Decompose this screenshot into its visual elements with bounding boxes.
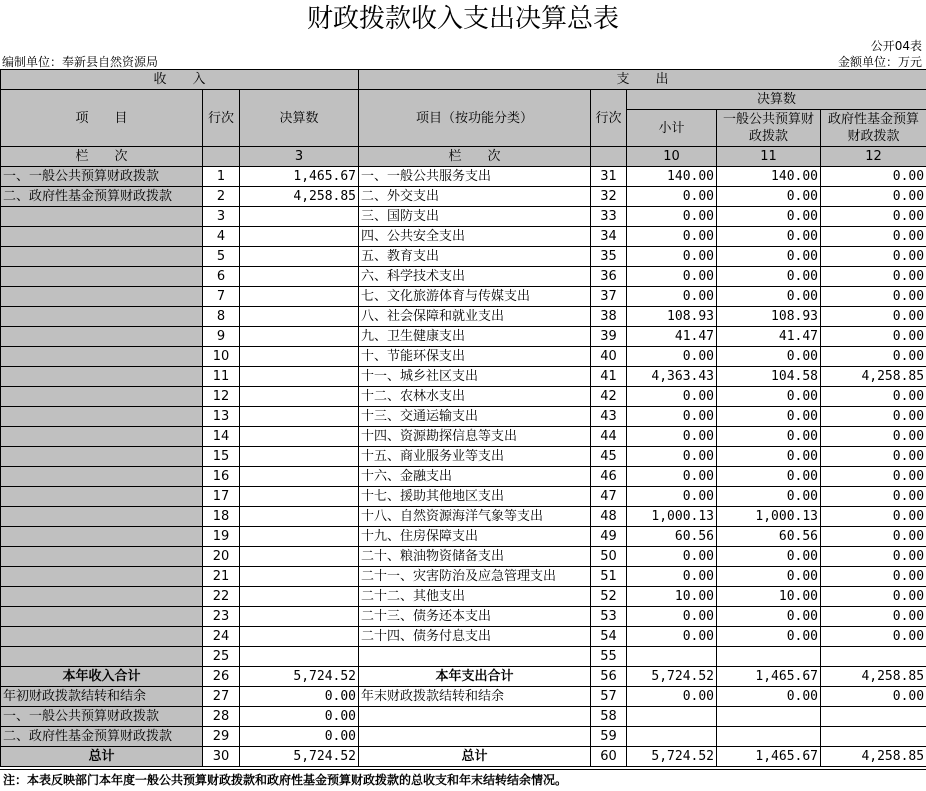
expense-line: 46 xyxy=(591,467,627,487)
table-row xyxy=(1,247,926,267)
income-amount xyxy=(240,287,359,307)
income-amount: 1,465.67 xyxy=(240,167,359,187)
income-item xyxy=(1,447,203,467)
expense-subtotal: 108.93 xyxy=(627,307,717,327)
summary-income-amount: 0.00 xyxy=(240,687,359,707)
table-row xyxy=(1,407,926,427)
expense-gov-fund: 0.00 xyxy=(821,567,926,587)
income-amount xyxy=(240,447,359,467)
summary-general-budget: 1,465.67 xyxy=(717,747,821,767)
income-line: 25 xyxy=(203,647,240,667)
expense-general-budget: 140.00 xyxy=(717,167,821,187)
expense-item: 二十四、债务付息支出 xyxy=(359,627,591,647)
expense-line-header: 行次 xyxy=(591,90,627,147)
expense-gov-fund: 0.00 xyxy=(821,587,926,607)
col-number-11: 11 xyxy=(717,147,821,167)
expense-item: 二十三、债务还本支出 xyxy=(359,607,591,627)
income-amount xyxy=(240,427,359,447)
table-row xyxy=(1,267,926,287)
income-item xyxy=(1,247,203,267)
expense-general-budget: 104.58 xyxy=(717,367,821,387)
income-amount xyxy=(240,467,359,487)
expense-subtotal: 60.56 xyxy=(627,527,717,547)
income-amount xyxy=(240,487,359,507)
expense-line: 45 xyxy=(591,447,627,467)
income-item xyxy=(1,347,203,367)
income-amount xyxy=(240,567,359,587)
expense-line: 37 xyxy=(591,287,627,307)
expense-general-budget: 0.00 xyxy=(717,287,821,307)
income-line: 2 xyxy=(203,187,240,207)
table-row xyxy=(1,607,926,627)
expense-general-budget: 0.00 xyxy=(717,247,821,267)
expense-gov-fund: 0.00 xyxy=(821,427,926,447)
expense-gov-fund: 0.00 xyxy=(821,227,926,247)
expense-subtotal: 0.00 xyxy=(627,287,717,307)
expense-subtotal: 0.00 xyxy=(627,487,717,507)
expense-line: 31 xyxy=(591,167,627,187)
income-item xyxy=(1,427,203,447)
expense-subtotal: 0.00 xyxy=(627,267,717,287)
summary-gov-fund: 4,258.85 xyxy=(821,747,926,767)
income-line: 11 xyxy=(203,367,240,387)
expense-item: 十二、农林水支出 xyxy=(359,387,591,407)
expense-line: 43 xyxy=(591,407,627,427)
summary-expense-line: 57 xyxy=(591,687,627,707)
summary-gov-fund xyxy=(821,707,926,727)
expense-general-budget: 0.00 xyxy=(717,407,821,427)
income-item xyxy=(1,607,203,627)
form-code: 公开04表 xyxy=(870,39,922,53)
expense-subtotal xyxy=(627,647,717,667)
col-number-10: 10 xyxy=(627,147,717,167)
table-row xyxy=(1,427,926,447)
general-budget-header: 一般公共预算财政拨款 xyxy=(717,110,821,147)
table-row xyxy=(1,587,926,607)
income-item xyxy=(1,307,203,327)
income-amount xyxy=(240,327,359,347)
expense-general-budget: 0.00 xyxy=(717,547,821,567)
income-item xyxy=(1,507,203,527)
table-row xyxy=(1,207,926,227)
income-line-header: 行次 xyxy=(203,90,240,147)
expense-item: 二十二、其他支出 xyxy=(359,587,591,607)
expense-gov-fund: 0.00 xyxy=(821,207,926,227)
expense-gov-fund: 0.00 xyxy=(821,327,926,347)
expense-item: 九、卫生健康支出 xyxy=(359,327,591,347)
expense-line: 34 xyxy=(591,227,627,247)
expense-gov-fund: 0.00 xyxy=(821,467,926,487)
col-number-3: 3 xyxy=(240,147,359,167)
summary-income-line: 26 xyxy=(203,667,240,687)
col-number-12: 12 xyxy=(821,147,926,167)
expense-gov-fund: 0.00 xyxy=(821,287,926,307)
table-row xyxy=(1,467,926,487)
income-header: 收 入 xyxy=(1,70,359,90)
expense-gov-fund: 0.00 xyxy=(821,547,926,567)
summary-expense-line: 56 xyxy=(591,667,627,687)
summary-general-budget: 0.00 xyxy=(717,687,821,707)
expense-subtotal: 0.00 xyxy=(627,607,717,627)
expense-general-budget: 0.00 xyxy=(717,467,821,487)
income-item xyxy=(1,207,203,227)
income-amount xyxy=(240,267,359,287)
expense-general-budget: 0.00 xyxy=(717,227,821,247)
income-amount xyxy=(240,627,359,647)
col-label-expense: 栏 次 xyxy=(359,147,591,167)
income-item: 一、一般公共预算财政拨款 xyxy=(1,167,203,187)
expense-header: 支 出 xyxy=(359,70,926,90)
summary-row xyxy=(1,707,926,727)
summary-subtotal: 5,724.52 xyxy=(627,667,717,687)
final-accounts-table xyxy=(0,69,926,767)
expense-subtotal: 0.00 xyxy=(627,427,717,447)
expense-gov-fund: 0.00 xyxy=(821,307,926,327)
income-line: 10 xyxy=(203,347,240,367)
income-item xyxy=(1,587,203,607)
summary-subtotal: 0.00 xyxy=(627,687,717,707)
expense-line: 51 xyxy=(591,567,627,587)
expense-subtotal: 0.00 xyxy=(627,347,717,367)
expense-subtotal: 0.00 xyxy=(627,547,717,567)
expense-item: 七、文化旅游体育与传媒支出 xyxy=(359,287,591,307)
income-line: 9 xyxy=(203,327,240,347)
expense-gov-fund: 0.00 xyxy=(821,627,926,647)
summary-income-amount: 5,724.52 xyxy=(240,747,359,767)
expense-line: 48 xyxy=(591,507,627,527)
expense-item: 六、科学技术支出 xyxy=(359,267,591,287)
expense-general-budget: 0.00 xyxy=(717,607,821,627)
expense-line: 53 xyxy=(591,607,627,627)
expense-item: 十、节能环保支出 xyxy=(359,347,591,367)
amount-unit: 金额单位：万元 xyxy=(837,55,922,69)
income-amount xyxy=(240,387,359,407)
income-item-header: 项 目 xyxy=(1,90,203,147)
summary-row xyxy=(1,727,926,747)
table-row xyxy=(1,367,926,387)
table-row xyxy=(1,487,926,507)
expense-gov-fund: 0.00 xyxy=(821,527,926,547)
table-row xyxy=(1,287,926,307)
income-amount xyxy=(240,407,359,427)
summary-row xyxy=(1,687,926,707)
table-row xyxy=(1,347,926,367)
unit-label: 编制单位：奉新县自然资源局 xyxy=(2,55,159,69)
table-row xyxy=(1,307,926,327)
expense-subtotal: 0.00 xyxy=(627,567,717,587)
expense-general-budget: 0.00 xyxy=(717,207,821,227)
summary-expense-line: 59 xyxy=(591,727,627,747)
expense-general-budget xyxy=(717,647,821,667)
expense-gov-fund: 0.00 xyxy=(821,187,926,207)
income-line: 13 xyxy=(203,407,240,427)
summary-general-budget xyxy=(717,727,821,747)
income-amount-header: 决算数 xyxy=(240,90,359,147)
summary-expense-item: 总计 xyxy=(359,747,591,767)
expense-subtotal: 0.00 xyxy=(627,207,717,227)
income-line: 12 xyxy=(203,387,240,407)
col-label-line xyxy=(203,147,240,167)
expense-subtotal: 140.00 xyxy=(627,167,717,187)
expense-subtotal: 4,363.43 xyxy=(627,367,717,387)
income-amount: 4,258.85 xyxy=(240,187,359,207)
gov-fund-header: 政府性基金预算财政拨款 xyxy=(821,110,926,147)
income-line: 5 xyxy=(203,247,240,267)
summary-income-item: 总计 xyxy=(1,747,203,767)
expense-item: 十四、资源勘探信息等支出 xyxy=(359,427,591,447)
footnote: 注：本表反映部门本年度一般公共预算财政拨款和政府性基金预算财政拨款的总收支和年末结转结余情况。 xyxy=(0,769,926,789)
summary-general-budget: 1,465.67 xyxy=(717,667,821,687)
expense-gov-fund: 0.00 xyxy=(821,387,926,407)
summary-expense-item xyxy=(359,707,591,727)
expense-line: 36 xyxy=(591,267,627,287)
expense-item: 十九、住房保障支出 xyxy=(359,527,591,547)
income-item xyxy=(1,547,203,567)
summary-row xyxy=(1,667,926,687)
summary-gov-fund xyxy=(821,727,926,747)
income-item xyxy=(1,627,203,647)
income-line: 17 xyxy=(203,487,240,507)
summary-income-item: 本年收入合计 xyxy=(1,667,203,687)
income-item xyxy=(1,387,203,407)
table-row xyxy=(1,327,926,347)
expense-line: 52 xyxy=(591,587,627,607)
income-line: 3 xyxy=(203,207,240,227)
summary-income-amount: 0.00 xyxy=(240,707,359,727)
expense-item: 八、社会保障和就业支出 xyxy=(359,307,591,327)
summary-gov-fund: 4,258.85 xyxy=(821,667,926,687)
expense-subtotal: 1,000.13 xyxy=(627,507,717,527)
expense-gov-fund: 0.00 xyxy=(821,167,926,187)
income-amount xyxy=(240,347,359,367)
col-label-line2 xyxy=(591,147,627,167)
summary-income-item: 年初财政拨款结转和结余 xyxy=(1,687,203,707)
table-row xyxy=(1,527,926,547)
expense-general-budget: 10.00 xyxy=(717,587,821,607)
expense-gov-fund: 0.00 xyxy=(821,267,926,287)
income-amount xyxy=(240,227,359,247)
expense-gov-fund: 0.00 xyxy=(821,487,926,507)
table-row xyxy=(1,647,926,667)
summary-subtotal xyxy=(627,707,717,727)
expense-item: 二十一、灾害防治及应急管理支出 xyxy=(359,567,591,587)
income-line: 24 xyxy=(203,627,240,647)
income-item xyxy=(1,267,203,287)
expense-line: 32 xyxy=(591,187,627,207)
income-amount xyxy=(240,367,359,387)
table-row xyxy=(1,167,926,187)
income-item xyxy=(1,487,203,507)
table-row xyxy=(1,227,926,247)
income-item xyxy=(1,647,203,667)
expense-line: 40 xyxy=(591,347,627,367)
summary-income-line: 28 xyxy=(203,707,240,727)
expense-item: 二十、粮油物资储备支出 xyxy=(359,547,591,567)
income-item xyxy=(1,467,203,487)
expense-line: 35 xyxy=(591,247,627,267)
income-line: 21 xyxy=(203,567,240,587)
income-line: 1 xyxy=(203,167,240,187)
summary-income-item: 二、政府性基金预算财政拨款 xyxy=(1,727,203,747)
summary-expense-item: 本年支出合计 xyxy=(359,667,591,687)
expense-item xyxy=(359,647,591,667)
expense-line: 41 xyxy=(591,367,627,387)
table-row xyxy=(1,627,926,647)
table-row xyxy=(1,387,926,407)
income-amount xyxy=(240,587,359,607)
income-item xyxy=(1,327,203,347)
expense-gov-fund: 0.00 xyxy=(821,247,926,267)
summary-subtotal xyxy=(627,727,717,747)
expense-general-budget: 0.00 xyxy=(717,347,821,367)
expense-line: 55 xyxy=(591,647,627,667)
income-amount xyxy=(240,507,359,527)
expense-item: 十三、交通运输支出 xyxy=(359,407,591,427)
expense-amount-header: 决算数 xyxy=(627,90,926,110)
expense-gov-fund: 4,258.85 xyxy=(821,367,926,387)
summary-general-budget xyxy=(717,707,821,727)
expense-line: 38 xyxy=(591,307,627,327)
income-line: 8 xyxy=(203,307,240,327)
expense-subtotal: 0.00 xyxy=(627,467,717,487)
expense-general-budget: 1,000.13 xyxy=(717,507,821,527)
income-item xyxy=(1,567,203,587)
expense-general-budget: 0.00 xyxy=(717,427,821,447)
income-line: 7 xyxy=(203,287,240,307)
expense-gov-fund xyxy=(821,647,926,667)
summary-expense-line: 58 xyxy=(591,707,627,727)
expense-item-header: 项目（按功能分类） xyxy=(359,90,591,147)
expense-subtotal: 0.00 xyxy=(627,627,717,647)
expense-item: 十八、自然资源海洋气象等支出 xyxy=(359,507,591,527)
expense-general-budget: 0.00 xyxy=(717,267,821,287)
expense-item: 十五、商业服务业等支出 xyxy=(359,447,591,467)
summary-income-line: 27 xyxy=(203,687,240,707)
income-item xyxy=(1,407,203,427)
summary-income-item: 一、一般公共预算财政拨款 xyxy=(1,707,203,727)
table-row xyxy=(1,187,926,207)
expense-gov-fund: 0.00 xyxy=(821,607,926,627)
expense-item: 三、国防支出 xyxy=(359,207,591,227)
expense-general-budget: 0.00 xyxy=(717,447,821,467)
summary-income-amount: 5,724.52 xyxy=(240,667,359,687)
expense-subtotal: 0.00 xyxy=(627,447,717,467)
income-item xyxy=(1,367,203,387)
income-amount xyxy=(240,307,359,327)
summary-income-line: 30 xyxy=(203,747,240,767)
income-line: 20 xyxy=(203,547,240,567)
expense-gov-fund: 0.00 xyxy=(821,407,926,427)
summary-expense-line: 60 xyxy=(591,747,627,767)
summary-income-line: 29 xyxy=(203,727,240,747)
summary-expense-item: 年末财政拨款结转和结余 xyxy=(359,687,591,707)
expense-line: 47 xyxy=(591,487,627,507)
income-amount xyxy=(240,207,359,227)
expense-item: 十七、援助其他地区支出 xyxy=(359,487,591,507)
table-row xyxy=(1,507,926,527)
income-line: 14 xyxy=(203,427,240,447)
expense-general-budget: 0.00 xyxy=(717,627,821,647)
income-line: 19 xyxy=(203,527,240,547)
summary-income-amount: 0.00 xyxy=(240,727,359,747)
expense-general-budget: 0.00 xyxy=(717,567,821,587)
expense-line: 33 xyxy=(591,207,627,227)
table-row xyxy=(1,567,926,587)
income-line: 15 xyxy=(203,447,240,467)
page-title: 财政拨款收入支出决算总表 xyxy=(306,4,619,34)
summary-gov-fund: 0.00 xyxy=(821,687,926,707)
summary-subtotal: 5,724.52 xyxy=(627,747,717,767)
expense-general-budget: 41.47 xyxy=(717,327,821,347)
income-item: 二、政府性基金预算财政拨款 xyxy=(1,187,203,207)
income-amount xyxy=(240,527,359,547)
income-line: 4 xyxy=(203,227,240,247)
expense-item: 二、外交支出 xyxy=(359,187,591,207)
expense-line: 42 xyxy=(591,387,627,407)
expense-general-budget: 108.93 xyxy=(717,307,821,327)
expense-general-budget: 60.56 xyxy=(717,527,821,547)
expense-line: 54 xyxy=(591,627,627,647)
income-amount xyxy=(240,607,359,627)
expense-subtotal: 0.00 xyxy=(627,407,717,427)
income-item xyxy=(1,287,203,307)
subtotal-header: 小计 xyxy=(627,110,717,147)
income-item xyxy=(1,227,203,247)
income-amount xyxy=(240,547,359,567)
expense-subtotal: 10.00 xyxy=(627,587,717,607)
expense-subtotal: 0.00 xyxy=(627,227,717,247)
expense-line: 44 xyxy=(591,427,627,447)
income-line: 16 xyxy=(203,467,240,487)
expense-subtotal: 0.00 xyxy=(627,187,717,207)
expense-item: 十六、金融支出 xyxy=(359,467,591,487)
income-amount xyxy=(240,247,359,267)
expense-item: 一、一般公共服务支出 xyxy=(359,167,591,187)
summary-expense-item xyxy=(359,727,591,747)
income-line: 23 xyxy=(203,607,240,627)
expense-subtotal: 0.00 xyxy=(627,247,717,267)
summary-row xyxy=(1,747,926,767)
expense-gov-fund: 0.00 xyxy=(821,347,926,367)
expense-gov-fund: 0.00 xyxy=(821,447,926,467)
income-line: 6 xyxy=(203,267,240,287)
expense-line: 49 xyxy=(591,527,627,547)
expense-gov-fund: 0.00 xyxy=(821,507,926,527)
expense-general-budget: 0.00 xyxy=(717,187,821,207)
expense-item: 五、教育支出 xyxy=(359,247,591,267)
expense-general-budget: 0.00 xyxy=(717,387,821,407)
income-line: 22 xyxy=(203,587,240,607)
expense-line: 50 xyxy=(591,547,627,567)
expense-item: 四、公共安全支出 xyxy=(359,227,591,247)
expense-line: 39 xyxy=(591,327,627,347)
income-item xyxy=(1,527,203,547)
expense-subtotal: 41.47 xyxy=(627,327,717,347)
table-row xyxy=(1,547,926,567)
col-label: 栏 次 xyxy=(1,147,203,167)
expense-subtotal: 0.00 xyxy=(627,387,717,407)
income-amount xyxy=(240,647,359,667)
expense-general-budget: 0.00 xyxy=(717,487,821,507)
expense-item: 十一、城乡社区支出 xyxy=(359,367,591,387)
income-line: 18 xyxy=(203,507,240,527)
table-row xyxy=(1,447,926,467)
